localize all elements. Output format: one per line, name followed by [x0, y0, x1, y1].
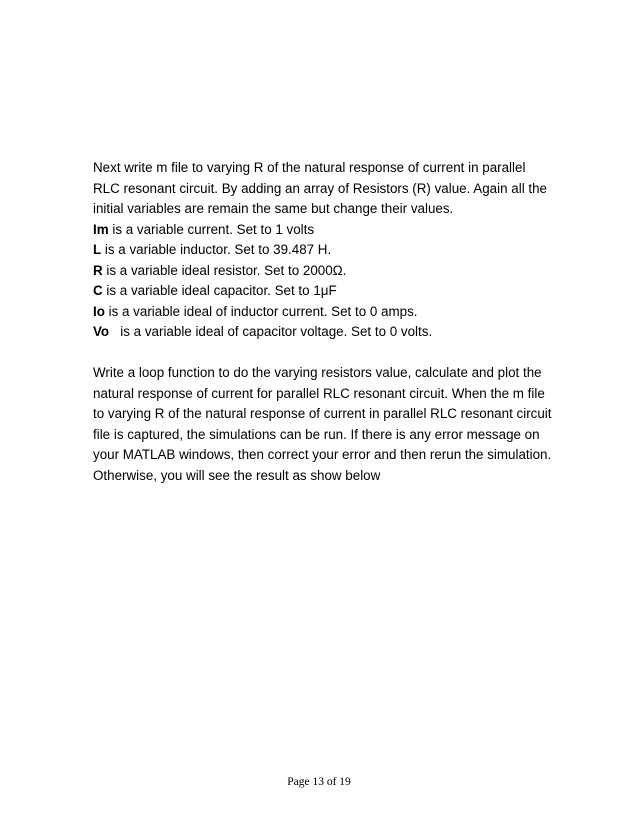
variable-description: is a variable ideal resistor. Set to 2000Ω.: [102, 262, 347, 278]
variable-io: [93, 302, 553, 323]
variable-im: [93, 220, 553, 241]
variable-description: is a variable current. Set to 1 volts: [108, 221, 315, 237]
page-number: Page 13 of 19: [287, 776, 351, 788]
intro-paragraph: Next write m file to varying R of the natural response of current in parallel RLC resonant circuit. By adding an array of Resistors (R) value. Again all the initial variables are remain the same but change their values.: [93, 160, 548, 216]
variable-name: C: [93, 283, 103, 298]
document-body: [93, 158, 553, 486]
variable-name: Im: [93, 221, 109, 237]
variable-description: is a variable ideal of inductor current. Set to 0 amps.: [104, 303, 418, 319]
variable-name: R: [93, 262, 103, 278]
variable-description: is a variable ideal of capacitor voltage. Set to 0 volts.: [109, 324, 433, 339]
variable-name: Io: [93, 303, 105, 319]
loop-paragraph: Write a loop function to do the varying resistors value, calculate and plot the natural response of current for parallel RLC resonant circuit. When the m file to varying R of the natural response of current in parallel RLC resonant circuit file is captured, the simulations can be run. If there is any error message on your MATLAB windows, then correct your error and then rerun the simulation. Otherwise, you will see the result as show below: [93, 365, 552, 483]
variable-vo: [93, 322, 553, 343]
variable-c: [93, 281, 553, 302]
variable-name: Vo: [93, 324, 110, 339]
variable-description: is a variable inductor. Set to 39.487 H.: [101, 242, 332, 257]
variable-r: [93, 261, 553, 282]
paragraph-spacer: [93, 343, 553, 364]
variable-description: is a variable ideal capacitor. Set to 1μF: [102, 283, 337, 298]
variable-name: L: [93, 242, 102, 257]
variable-l: [93, 240, 553, 261]
